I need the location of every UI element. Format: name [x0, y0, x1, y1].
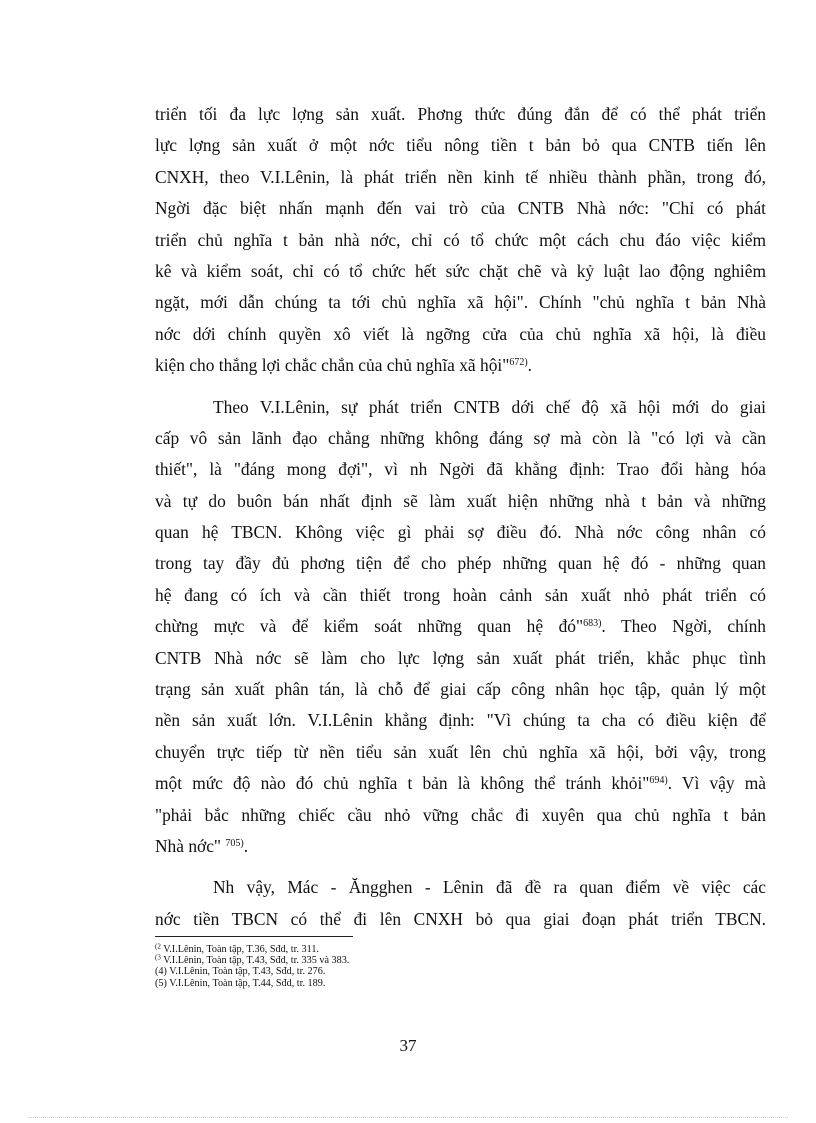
text-line: cấp vô sản lãnh đạo chẳng những không đáng sợ mà còn là "có lợi và cần [155, 427, 766, 448]
text-line [155, 611, 766, 642]
footnote-item [155, 955, 555, 966]
page-number: 37 [399, 1036, 417, 1055]
text-segment: kiện cho thắng lợi chắc chắn của chủ nghĩa xã hội" [155, 355, 510, 376]
paragraph-2 [155, 392, 766, 863]
text-line: thiết", là "đáng mong đợi", vì nh Ngời đã khẳng định: Trao đổi hàng hóa [155, 459, 766, 480]
text-segment: một mức độ nào đó chủ nghĩa t bản là không thể tránh khỏi" [155, 773, 650, 794]
text-line [155, 350, 766, 381]
text-line: trong tay đầy đủ phơng tiện để cho phép những quan hệ đó - những quan [155, 553, 766, 574]
footnote-ref: 694) [649, 775, 668, 787]
footnotes [155, 944, 555, 989]
footnote-ref: 683) [583, 618, 602, 630]
text-line: chuyển trực tiếp từ nền tiểu sản xuất lên chủ nghĩa xã hội, bởi vậy, trong [155, 741, 766, 762]
document-body [155, 99, 766, 935]
footnote-text: V.I.Lênin, Toàn tập, T.36, Sđd, tr. 311. [160, 944, 319, 955]
text-line: Nh vậy, Mác - Ăngghen - Lênin đã đề ra quan điểm về việc các [213, 877, 766, 898]
footnote-ref: 672) [509, 357, 528, 369]
text-line: và tự do buôn bán nhất định sẽ làm xuất hiện những nhà t bản và những [155, 490, 766, 511]
footnote-item [155, 944, 555, 955]
text-line: triển tối đa lực lợng sản xuất. Phơng thức đúng đắn để có thể phát triển [155, 104, 766, 124]
paragraph-3 [155, 872, 766, 935]
text-line: Theo V.I.Lênin, sự phát triển CNTB dới chế độ xã hội mới do giai [213, 396, 766, 417]
text-line: quan hệ TBCN. Không việc gì phải sợ điều đó. Nhà nớc công nhân có [155, 522, 766, 543]
footnote-mark: (3 [155, 953, 161, 962]
text-line: CNTB Nhà nớc sẽ làm cho lực lợng sản xuất phát triển, khắc phục tình [155, 647, 766, 668]
text-line: lực lợng sản xuất ở một nớc tiểu nông tiền t bản bỏ qua CNTB tiến lên [155, 135, 766, 156]
text-line: CNXH, theo V.I.Lênin, là phát triển nền kinh tế nhiều thành phần, trong đó, [155, 166, 766, 187]
text-segment: . [243, 835, 249, 856]
footnote-mark: (2 [155, 942, 161, 951]
footnote-item [155, 978, 555, 989]
page-bottom-border [28, 1117, 788, 1118]
footnote-text: V.I.Lênin, Toàn tập, T.43, Sđd, tr. 335 và 383. [160, 955, 350, 967]
text-line: nớc dới chính quyền xô viết là ngỡng cửa của chủ nghĩa xã hội, là điều [155, 323, 766, 344]
footnote-ref: 705) [225, 837, 244, 849]
footnote-item [155, 966, 555, 977]
text-segment: chừng mực và để kiểm soát những quan hệ đó" [155, 616, 584, 637]
text-line: nớc tiền TBCN có thể đi lên CNXH bỏ qua giai đoạn phát triển TBCN. [155, 908, 766, 929]
text-line: triển chủ nghĩa t bản nhà nớc, chỉ có tổ chức một cách chu đáo việc kiểm [155, 229, 766, 250]
text-line: trạng sản xuất phân tán, là chỗ để giai cấp công nhân học tập, quản lý một [155, 679, 766, 700]
text-line: kê và kiểm soát, chỉ có tổ chức hết sức chặt chẽ và kỷ luật lao động nghiêm [155, 260, 766, 281]
text-segment: . Vì vậy mà [667, 773, 766, 794]
text-segment: . Theo Ngời, chính [601, 616, 766, 637]
text-line: nền sản xuất lớn. V.I.Lênin khẳng định: "Vì chúng ta cha có điều kiện để [155, 710, 766, 731]
text-line: Ngời đặc biệt nhấn mạnh đến vai trò của CNTB Nhà nớc: "Chỉ có phát [155, 198, 766, 219]
text-line: ngặt, mới dẫn chúng ta tới chủ nghĩa xã hội". Chính "chủ nghĩa t bản Nhà [155, 292, 766, 313]
paragraph-1 [155, 99, 766, 382]
text-line [155, 831, 766, 862]
text-segment: . [527, 355, 533, 376]
text-line: hệ đang có ích và cần thiết trong hoàn cảnh sản xuất nhỏ phát triển có [155, 584, 766, 605]
footnote-text: (4) V.I.Lênin, Toàn tập, T.43, Sđd, tr. 276. [155, 966, 326, 978]
text-line [155, 768, 766, 799]
text-line: "phải bắc những chiếc cầu nhỏ vững chắc đi xuyên qua chủ nghĩa t bản [155, 804, 766, 825]
footnote-separator [155, 936, 353, 937]
footnote-text: (5) V.I.Lênin, Toàn tập, T.44, Sđd, tr. 189. [155, 977, 326, 989]
text-segment: Nhà nớc" [155, 835, 226, 856]
